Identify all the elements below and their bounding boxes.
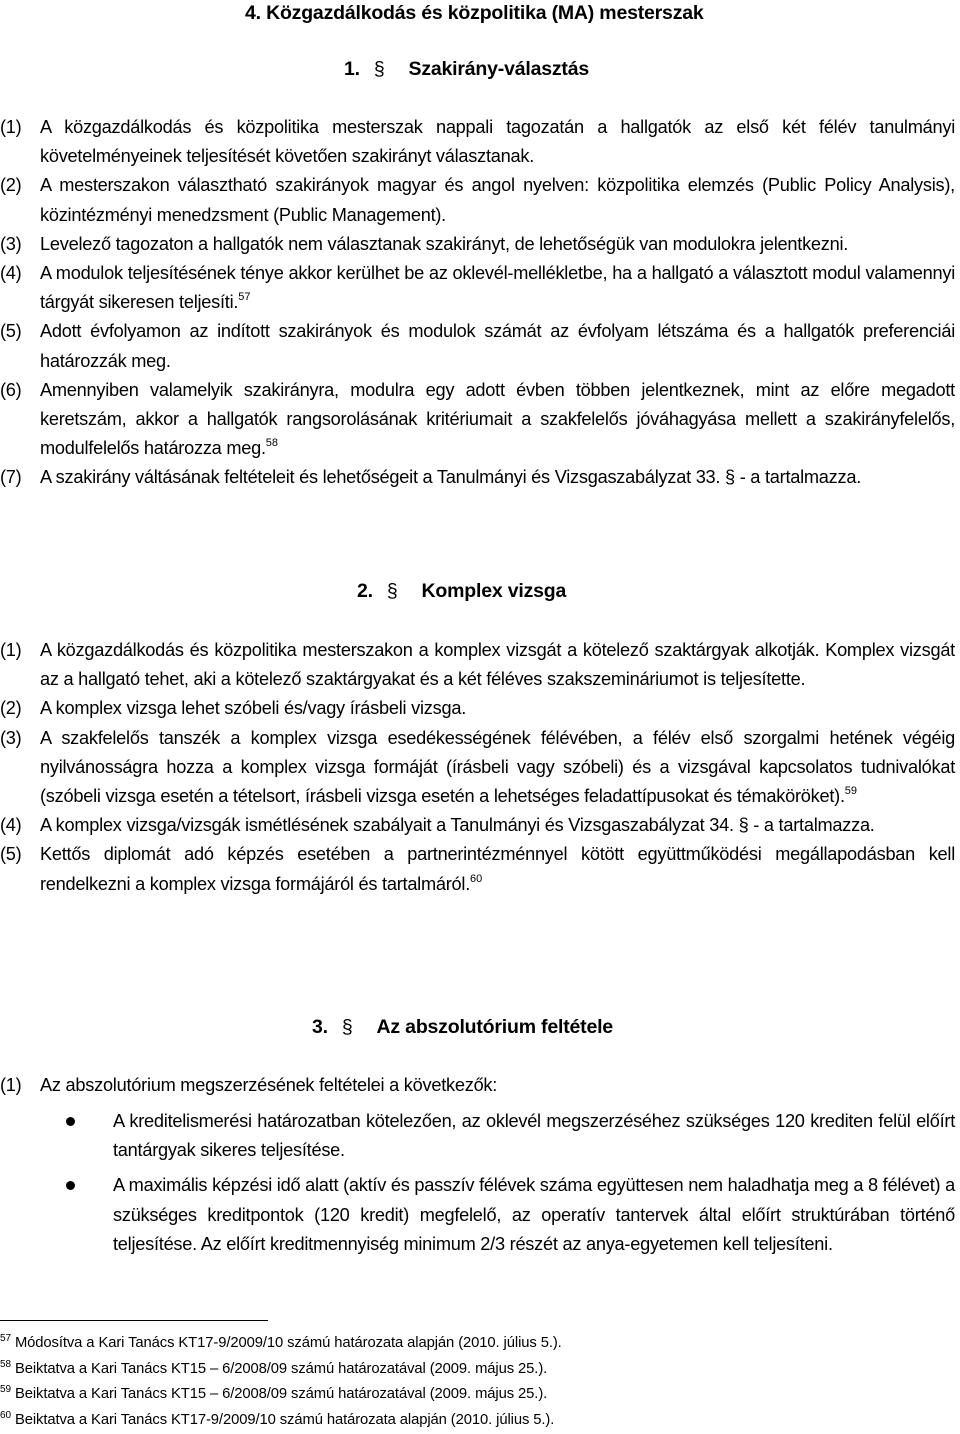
footnotes [0, 1331, 955, 1433]
paragraph [0, 1071, 955, 1100]
footnote-number: 60 [0, 1409, 11, 1421]
list-item-text: A kreditelismerési határozatban kötelezően, az oklevél megszerzéséhez szükséges 120 krediten felül előírt tantárgyak sikeres teljesítése. [113, 1111, 955, 1161]
paragraph [0, 724, 955, 812]
footnote [0, 1331, 955, 1357]
footnote-number: 59 [0, 1384, 11, 1396]
bullet-icon [66, 1181, 75, 1190]
footnote-reference[interactable]: 60 [470, 872, 483, 885]
footnote-number: 58 [0, 1358, 11, 1370]
paragraph [0, 230, 955, 259]
bullet-icon [66, 1117, 75, 1126]
section-number: 3. [312, 1016, 328, 1038]
paragraph-number: (1) [0, 117, 22, 137]
paragraph-number: (7) [0, 467, 22, 488]
footnote-number: 57 [0, 1333, 11, 1344]
footnote-text: Beiktatva a Kari Tanács KT15 – 6/2008/09 számú határozatával (2009. május 25.). [14, 1360, 548, 1377]
document-title: 4. Közgazdálkodás és közpolitika (MA) mesterszak [245, 2, 704, 24]
paragraph-text: A komplex vizsga/vizsgák ismétlésének szabályait a Tanulmányi és Vizsgaszabályzat 34. § - a tartalmazza. [40, 815, 875, 836]
paragraph-text: Amennyiben valamelyik szakirányra, modulra egy adott évben többen jelentkeznek, mint az előre megadott keretszám, akkor a hallgatók rangsorolásának kritériumait a szakfelelős jóváhagyása mellett a szakirányfelelős, modulfelelős határozza meg. [40, 379, 955, 459]
paragraph [0, 694, 955, 723]
section-sign: § [373, 58, 385, 80]
paragraph-text: A modulok teljesítésének ténye akkor kerülhet be az oklevél-mellékletbe, ha a hallgató a választott modul valamennyi tárgyát sikeresen teljesíti. [40, 263, 955, 313]
paragraph-text: Az abszolutórium megszerzésének feltételei a következők: [40, 1075, 498, 1095]
section-1-body [0, 113, 955, 493]
footnote [0, 1408, 955, 1434]
section-title: Komplex vizsga [421, 580, 567, 602]
paragraph-text: Adott évfolyamon az indított szakirányok és modulok számát az évfolyam létszáma és a hallgatók preferenciái határozzák meg. [40, 321, 955, 371]
footnote-text: Módosítva a Kari Tanács KT17-9/2009/10 számú határozata alapján (2010. július 5.). [14, 1335, 562, 1351]
paragraph-text: A közgazdálkodás és közpolitika mesterszakon a komplex vizsgát a kötelező szaktárgyak alkotják. Komplex vizsgát az a hallgató tehet, aki a kötelező szaktárgyakat és a két féléves szakszemináriumot is teljesítette. [40, 640, 955, 690]
paragraph [0, 376, 955, 464]
section-3-body [0, 1071, 955, 1100]
paragraph-number: (1) [0, 1075, 22, 1095]
paragraph [0, 113, 955, 171]
paragraph-text: A szakfelelős tanszék a komplex vizsga esedékességének félévében, a félév első szorgalmi hetének végéig nyilvánosságra hozza a komplex vizsga formáját (írásbeli vagy szóbeli) és a vizsgával kapcsolatos tudnivalókat (szóbeli vizsga esetén a tételsort, írásbeli vizsga esetén a lehetséges feladattípusokat és témaköröket). [40, 727, 955, 807]
section-sign: § [341, 1016, 353, 1038]
paragraph [0, 171, 955, 229]
footnote-text: Beiktatva a Kari Tanács KT15 – 6/2008/09 számú határozatával (2009. május 25.). [14, 1386, 548, 1403]
footnote [0, 1382, 955, 1408]
paragraph-number: (1) [0, 640, 22, 660]
paragraph-number: (3) [0, 233, 22, 254]
section-number: 1. [344, 58, 360, 80]
section-heading [312, 1016, 613, 1039]
footnote-separator [0, 1320, 268, 1321]
paragraph-number: (3) [0, 727, 22, 748]
paragraph [0, 463, 955, 492]
paragraph-text: A mesterszakon választható szakirányok magyar és angol nyelven: közpolitika elemzés (Public Policy Analysis), közintézményi menedzsment (Public Management). [40, 175, 955, 225]
paragraph-text: A komplex vizsga lehet szóbeli és/vagy írásbeli vizsga. [40, 698, 466, 719]
bullet-list [0, 1107, 955, 1265]
paragraph-number: (4) [0, 263, 22, 284]
section-title: Szakirány-választás [408, 58, 590, 80]
paragraph-number: (6) [0, 379, 22, 400]
paragraph-number: (5) [0, 321, 22, 342]
paragraph-number: (2) [0, 698, 22, 719]
paragraph-number: (4) [0, 815, 22, 836]
list-item-text: A maximális képzési idő alatt (aktív és passzív félévek száma együttesen nem haladhatja meg a 8 félévet) a szükséges kreditpontok (120 kredit) megfelelő, az operatív tantervek által előírt struktúrában történő teljesítése. Az előírt kreditmennyiség minimum 2/3 részét az anya-egyetemen kell teljesíteni. [113, 1175, 955, 1254]
paragraph [0, 317, 955, 375]
footnote-reference[interactable]: 58 [265, 437, 279, 450]
section-heading [357, 580, 566, 603]
section-sign: § [386, 580, 398, 602]
footnote-reference[interactable]: 57 [238, 291, 251, 304]
footnote-reference[interactable]: 59 [844, 785, 858, 798]
section-2-body [0, 636, 955, 899]
section-heading [344, 58, 589, 81]
section-number: 2. [357, 580, 373, 602]
paragraph-text: Levelező tagozaton a hallgatók nem választanak szakirányt, de lehetőségük van modulokra jelentkezni. [40, 233, 849, 254]
footnote-text: Beiktatva a Kari Tanács KT17-9/2009/10 számú határozata alapján (2010. július 5.). [14, 1411, 555, 1428]
list-item [0, 1107, 955, 1165]
list-item [0, 1171, 955, 1259]
paragraph-number: (5) [0, 844, 22, 865]
paragraph [0, 259, 955, 317]
paragraph-text: A közgazdálkodás és közpolitika mesterszak nappali tagozatán a hallgatók az első két félév tanulmányi követelményeinek teljesítését követően szakirányt választanak. [40, 117, 955, 167]
paragraph [0, 840, 955, 898]
paragraph-number: (2) [0, 175, 22, 196]
section-title: Az abszolutórium feltétele [376, 1016, 613, 1038]
footnote [0, 1357, 955, 1383]
paragraph-text: Kettős diplomát adó képzés esetében a partnerintézménnyel kötött együttműködési megállapodásban kell rendelkezni a komplex vizsga formájáról és tartalmáról. [40, 844, 955, 894]
paragraph [0, 636, 955, 694]
paragraph-text: A szakirány váltásának feltételeit és lehetőségeit a Tanulmányi és Vizsgaszabályzat 33. § - a tartalmazza. [40, 467, 862, 488]
paragraph [0, 811, 955, 840]
